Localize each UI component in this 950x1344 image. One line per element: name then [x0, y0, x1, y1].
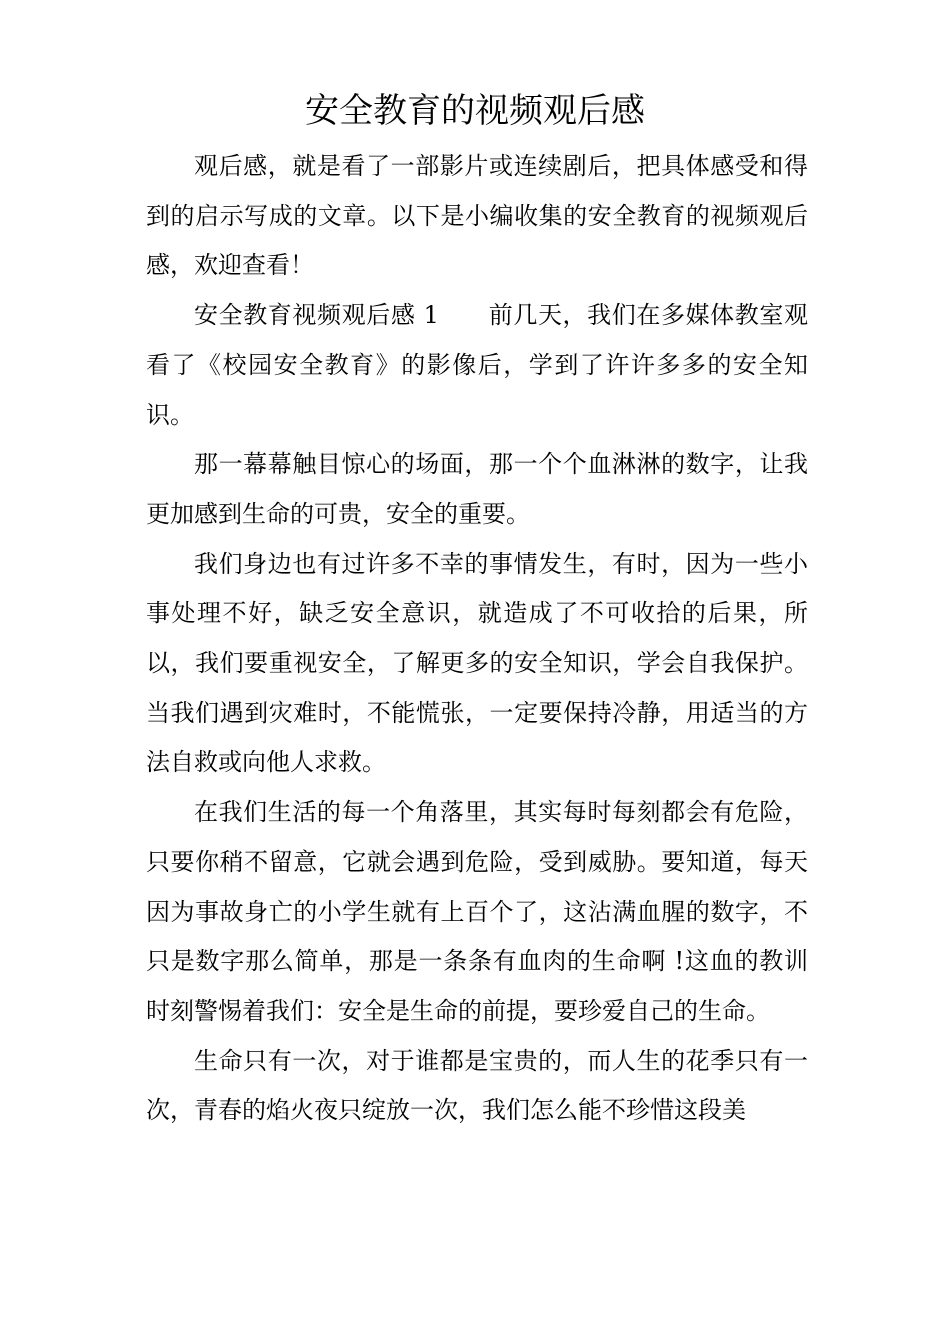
document-title: 安全教育的视频观后感 [305, 91, 645, 131]
paragraph-section-1: 安全教育视频观后感 1 前几天，我们在多媒体教室观看了《校园安全教育》的影像后，学到了许许多多的安全知识。 [146, 301, 808, 429]
document-body [146, 142, 808, 1136]
paragraph-life: 生命只有一次，对于谁都是宝贵的，而人生的花季只有一次，青春的焰火夜只绽放一次，我们怎么能不珍惜这段美 [146, 1046, 808, 1125]
paragraph-intro: 观后感，就是看了一部影片或连续剧后，把具体感受和得到的启示写成的文章。以下是小编收集的安全教育的视频观后感，欢迎查看！ [146, 152, 808, 280]
paragraph-awareness: 我们身边也有过许多不幸的事情发生，有时，因为一些小事处理不好，缺乏安全意识，就造成了不可收拾的后果，所以，我们要重视安全，了解更多的安全知识，学会自我保护。当我们遇到灾难时，不能慌张，一定要保持冷静，用适当的方法自救或向他人求救。 [146, 549, 808, 777]
paragraph-scenes: 那一幕幕触目惊心的场面，那一个个血淋淋的数字，让我更加感到生命的可贵，安全的重要。 [146, 450, 808, 528]
paragraph-danger: 在我们生活的每一个角落里，其实每时每刻都会有危险，只要你稍不留意，它就会遇到危险，受到威胁。要知道，每天因为事故身亡的小学生就有上百个了，这沾满血腥的数字，不只是数字那么简单，那是一条条有血肉的生命啊 !这血的教训时刻警惕着我们：安全是生命的前提，要珍爱自己的生命。 [146, 798, 808, 1025]
